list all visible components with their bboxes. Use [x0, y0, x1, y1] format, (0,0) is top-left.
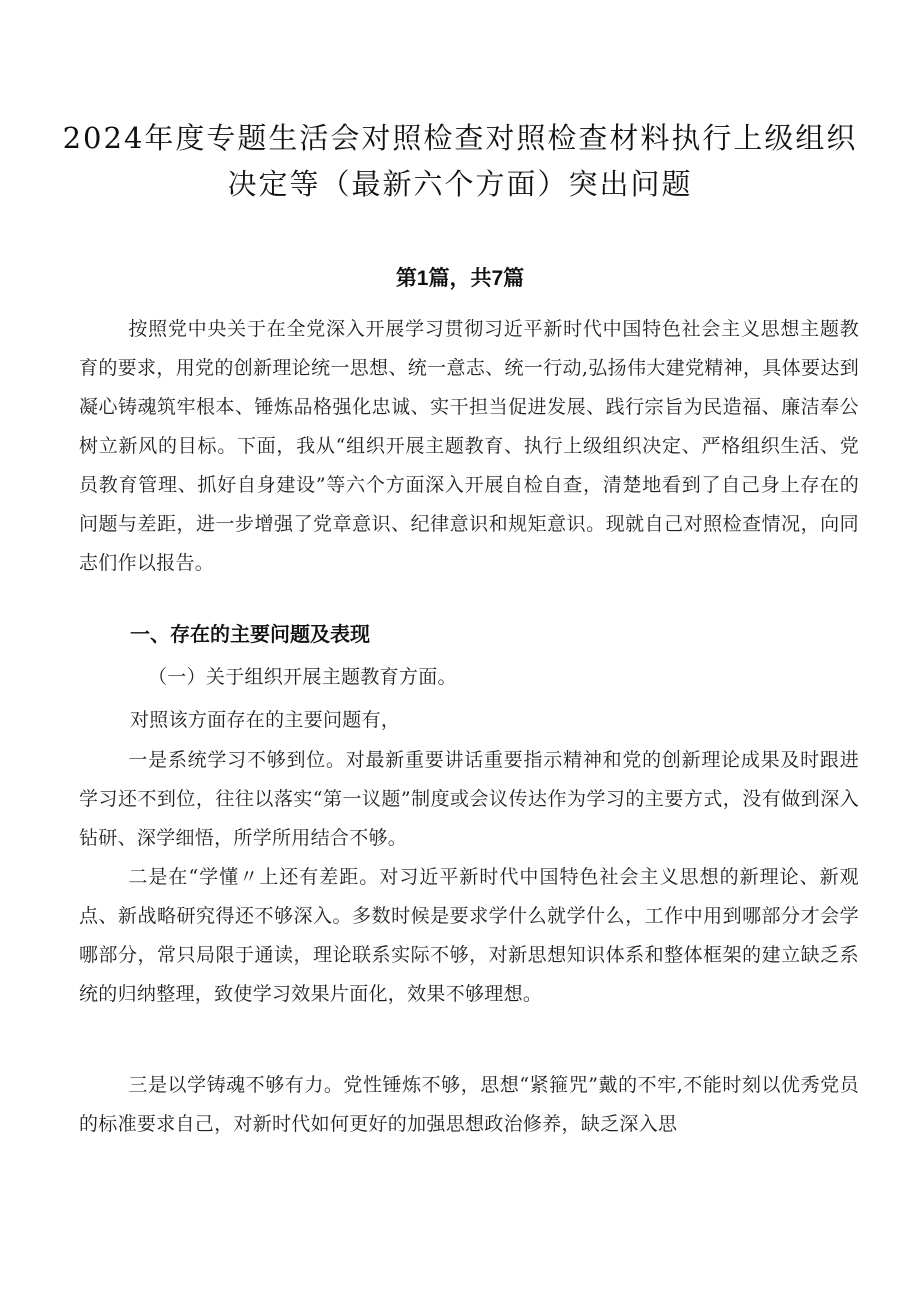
point-two-paragraph: 二是在“学懂〃上还有差距。对习近平新时代中国特色社会主义思想的新理论、新观点、新战略研究得还不够深入。多数时候是要求学什么就学什么，工作中用到哪部分才会学哪部分，常只局限于通读，理论联系实际不够，对新思想知识体系和整体框架的建立缺乏系统的归纳整理，致使学习效果片面化，效果不够理想。: [79, 866, 859, 1005]
lead-in-text: 对照该方面存在的主要问题有，: [130, 709, 401, 731]
subsection-heading: （一）关于组织开展主题教育方面。: [148, 666, 457, 688]
document-title-line-2: 决定等（最新六个方面）突出问题: [227, 167, 693, 201]
section-heading: 一、存在的主要问题及表现: [130, 624, 370, 646]
document-title-line-1: 2024年度专题生活会对照检查对照检查材料执行上级组织: [62, 121, 858, 155]
point-three-paragraph: 三是以学铸魂不够有力。党性锤炼不够，思想“紧箍咒”戴的不牢,不能时刻以优秀党员的标准要求自己，对新时代如何更好的加强思想政治修养，缺乏深入思: [79, 1074, 859, 1135]
intro-paragraph: 按照党中央关于在全党深入开展学习贯彻习近平新时代中国特色社会主义思想主题教育的要求，用党的创新理论统一思想、统一意志、统一行动,弘扬伟大建党精神，具体要达到凝心铸魂筑牢根本、锤炼品格强化忠诚、实干担当促进发展、践行宗旨为民造福、廉洁奉公树立新风的目标。下面，我从“组织开展主题教育、执行上级组织决定、严格组织生活、党员教育管理、抓好自身建设”等六个方面深入开展自检自查，清楚地看到了自己身上存在的问题与差距，进一步增强了党章意识、纪律意识和规矩意识。现就自己对照检查情况，向同志们作以报告。: [79, 318, 859, 574]
point-one-paragraph: 一是系统学习不够到位。对最新重要讲话重要指示精神和党的创新理论成果及时跟进学习还不到位，往往以落实“第一议题”制度或会议传达作为学习的主要方式，没有做到深入钻研、深学细悟，所学所用结合不够。: [79, 749, 859, 849]
document-part-indicator: 第1篇，共7篇: [395, 267, 525, 290]
